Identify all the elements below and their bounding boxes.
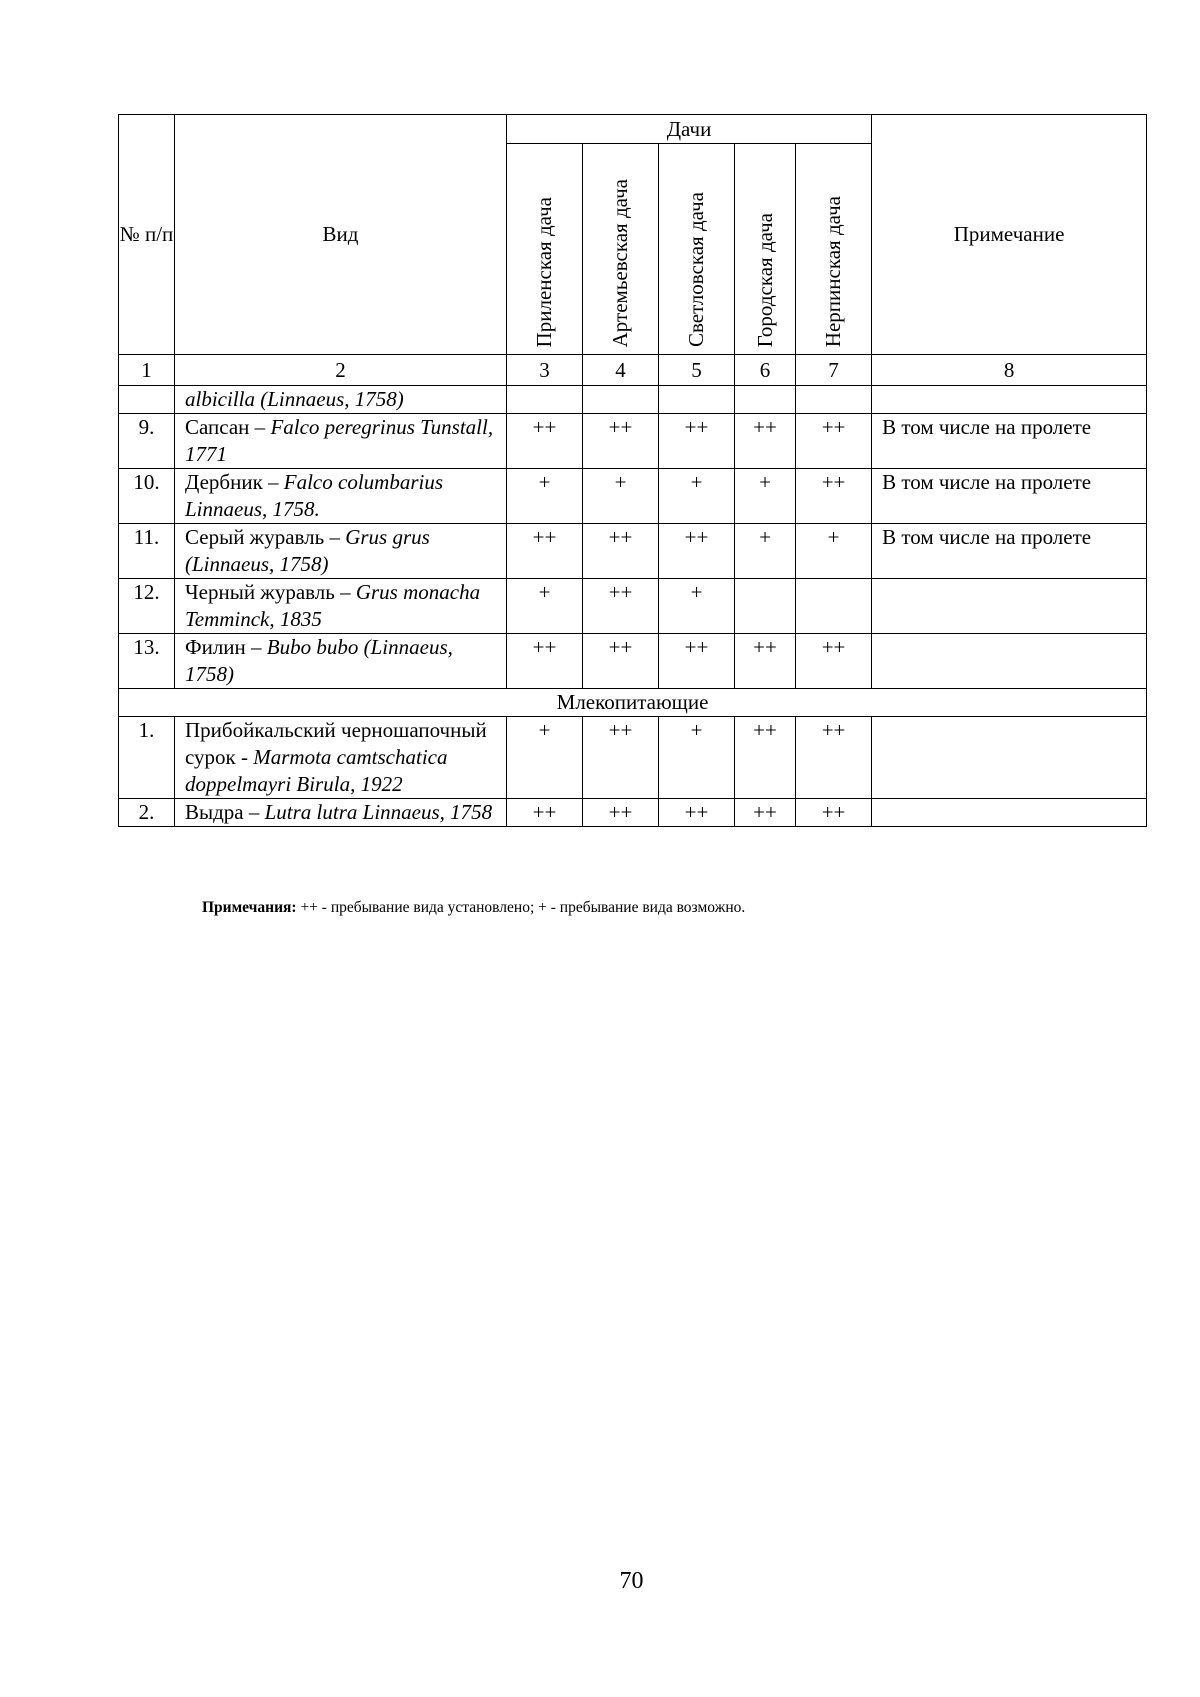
species-latin-name: Marmota camtschatica doppelmayri Birula, 1922: [185, 745, 448, 796]
presence-mark: +: [659, 717, 735, 799]
species-common-name: Дербник –: [185, 470, 284, 494]
table-row: [119, 414, 1147, 469]
column-number: 2: [175, 355, 507, 386]
species-common-name: Выдра –: [185, 800, 265, 824]
species-latin-name: Bubo bubo (Linnaeus, 1758): [185, 635, 453, 686]
presence-mark: +: [735, 469, 796, 524]
presence-mark: ++: [796, 634, 872, 689]
row-note: [872, 799, 1147, 827]
presence-mark: [796, 579, 872, 634]
presence-mark: [507, 386, 583, 414]
species-latin-name: Grus grus (Linnaeus, 1758): [185, 525, 430, 576]
row-number: 13.: [119, 634, 175, 689]
presence-mark: +: [507, 717, 583, 799]
presence-mark: ++: [507, 524, 583, 579]
header-dacha: Городская дача: [735, 144, 796, 355]
column-number-row: [119, 355, 1147, 386]
column-number: 4: [583, 355, 659, 386]
species-latin-name: Falco peregrinus Tunstall, 1771: [185, 415, 494, 466]
presence-mark: ++: [735, 717, 796, 799]
row-number: 11.: [119, 524, 175, 579]
presence-mark: ++: [507, 414, 583, 469]
presence-mark: ++: [796, 414, 872, 469]
species-name: [175, 717, 507, 799]
species-name: [175, 414, 507, 469]
species-common-name: Серый журавль –: [185, 525, 346, 549]
row-note: В том числе на пролете: [872, 469, 1147, 524]
presence-mark: +: [507, 579, 583, 634]
presence-mark: ++: [583, 524, 659, 579]
presence-mark: [735, 579, 796, 634]
presence-mark: +: [796, 524, 872, 579]
table-row: [119, 469, 1147, 524]
column-number: 6: [735, 355, 796, 386]
presence-mark: ++: [583, 579, 659, 634]
column-number: 3: [507, 355, 583, 386]
presence-mark: +: [659, 579, 735, 634]
presence-mark: ++: [735, 634, 796, 689]
header-num: № п/п: [119, 115, 175, 355]
table-row: [119, 799, 1147, 827]
row-note: В том числе на пролете: [872, 524, 1147, 579]
header-dacha: Нерпинская дача: [796, 144, 872, 355]
presence-mark: ++: [659, 524, 735, 579]
column-number: 1: [119, 355, 175, 386]
row-number: 10.: [119, 469, 175, 524]
column-number: 8: [872, 355, 1147, 386]
header-note: Примечание: [872, 115, 1147, 355]
presence-mark: ++: [735, 414, 796, 469]
row-number: 2.: [119, 799, 175, 827]
species-name: [175, 386, 507, 414]
species-latin-name: Grus monacha Temminck, 1835: [185, 580, 481, 631]
species-latin-name: Falco columbarius Linnaeus, 1758.: [185, 470, 443, 521]
header-dacha: Артемьевская дача: [583, 144, 659, 355]
presence-mark: ++: [583, 799, 659, 827]
presence-mark: [659, 386, 735, 414]
presence-mark: ++: [659, 414, 735, 469]
table-row: [119, 717, 1147, 799]
column-number: 5: [659, 355, 735, 386]
species-name: [175, 799, 507, 827]
species-latin-name: Lutra lutra Linnaeus, 1758: [264, 800, 493, 824]
presence-mark: ++: [796, 799, 872, 827]
species-table: [118, 114, 1147, 827]
row-note: [872, 386, 1147, 414]
section-title: Млекопитающие: [119, 689, 1147, 717]
row-number: 12.: [119, 579, 175, 634]
row-number: [119, 386, 175, 414]
species-common-name: Черный журавль –: [185, 580, 356, 604]
presence-mark: [735, 386, 796, 414]
table-row: [119, 386, 1147, 414]
presence-mark: ++: [507, 799, 583, 827]
column-number: 7: [796, 355, 872, 386]
header-dacha: Приленская дача: [507, 144, 583, 355]
presence-mark: ++: [583, 634, 659, 689]
species-name: [175, 524, 507, 579]
presence-mark: +: [735, 524, 796, 579]
row-note: В том числе на пролете: [872, 414, 1147, 469]
page-number: 70: [619, 1568, 644, 1594]
section-row: [119, 689, 1147, 717]
presence-mark: ++: [507, 634, 583, 689]
presence-mark: +: [659, 469, 735, 524]
footnote-text: ++ - пребывание вида установлено; + - пребывание вида возможно.: [296, 899, 746, 916]
species-common-name: Сапсан –: [185, 415, 271, 439]
header-dachas-group: Дачи: [507, 115, 872, 144]
row-number: 1.: [119, 717, 175, 799]
presence-mark: [583, 386, 659, 414]
presence-mark: +: [507, 469, 583, 524]
species-name: [175, 634, 507, 689]
presence-mark: ++: [659, 799, 735, 827]
header-dacha: Светловская дача: [659, 144, 735, 355]
presence-mark: ++: [796, 469, 872, 524]
table-row: [119, 579, 1147, 634]
footnote-label: Примечания:: [202, 899, 297, 916]
row-number: 9.: [119, 414, 175, 469]
presence-mark: ++: [583, 717, 659, 799]
table-row: [119, 524, 1147, 579]
footnote: [202, 899, 745, 917]
presence-mark: ++: [735, 799, 796, 827]
table-row: [119, 634, 1147, 689]
species-common-name: Прибойкальский черношапочный сурок -: [185, 718, 487, 769]
species-common-name: Филин –: [185, 635, 267, 659]
presence-mark: +: [583, 469, 659, 524]
presence-mark: [796, 386, 872, 414]
species-latin-name: albicilla (Linnaeus, 1758): [185, 387, 404, 411]
header-species: Вид: [175, 115, 507, 355]
row-note: [872, 579, 1147, 634]
row-note: [872, 634, 1147, 689]
species-name: [175, 469, 507, 524]
species-name: [175, 579, 507, 634]
presence-mark: ++: [659, 634, 735, 689]
row-note: [872, 717, 1147, 799]
presence-mark: ++: [583, 414, 659, 469]
presence-mark: ++: [796, 717, 872, 799]
